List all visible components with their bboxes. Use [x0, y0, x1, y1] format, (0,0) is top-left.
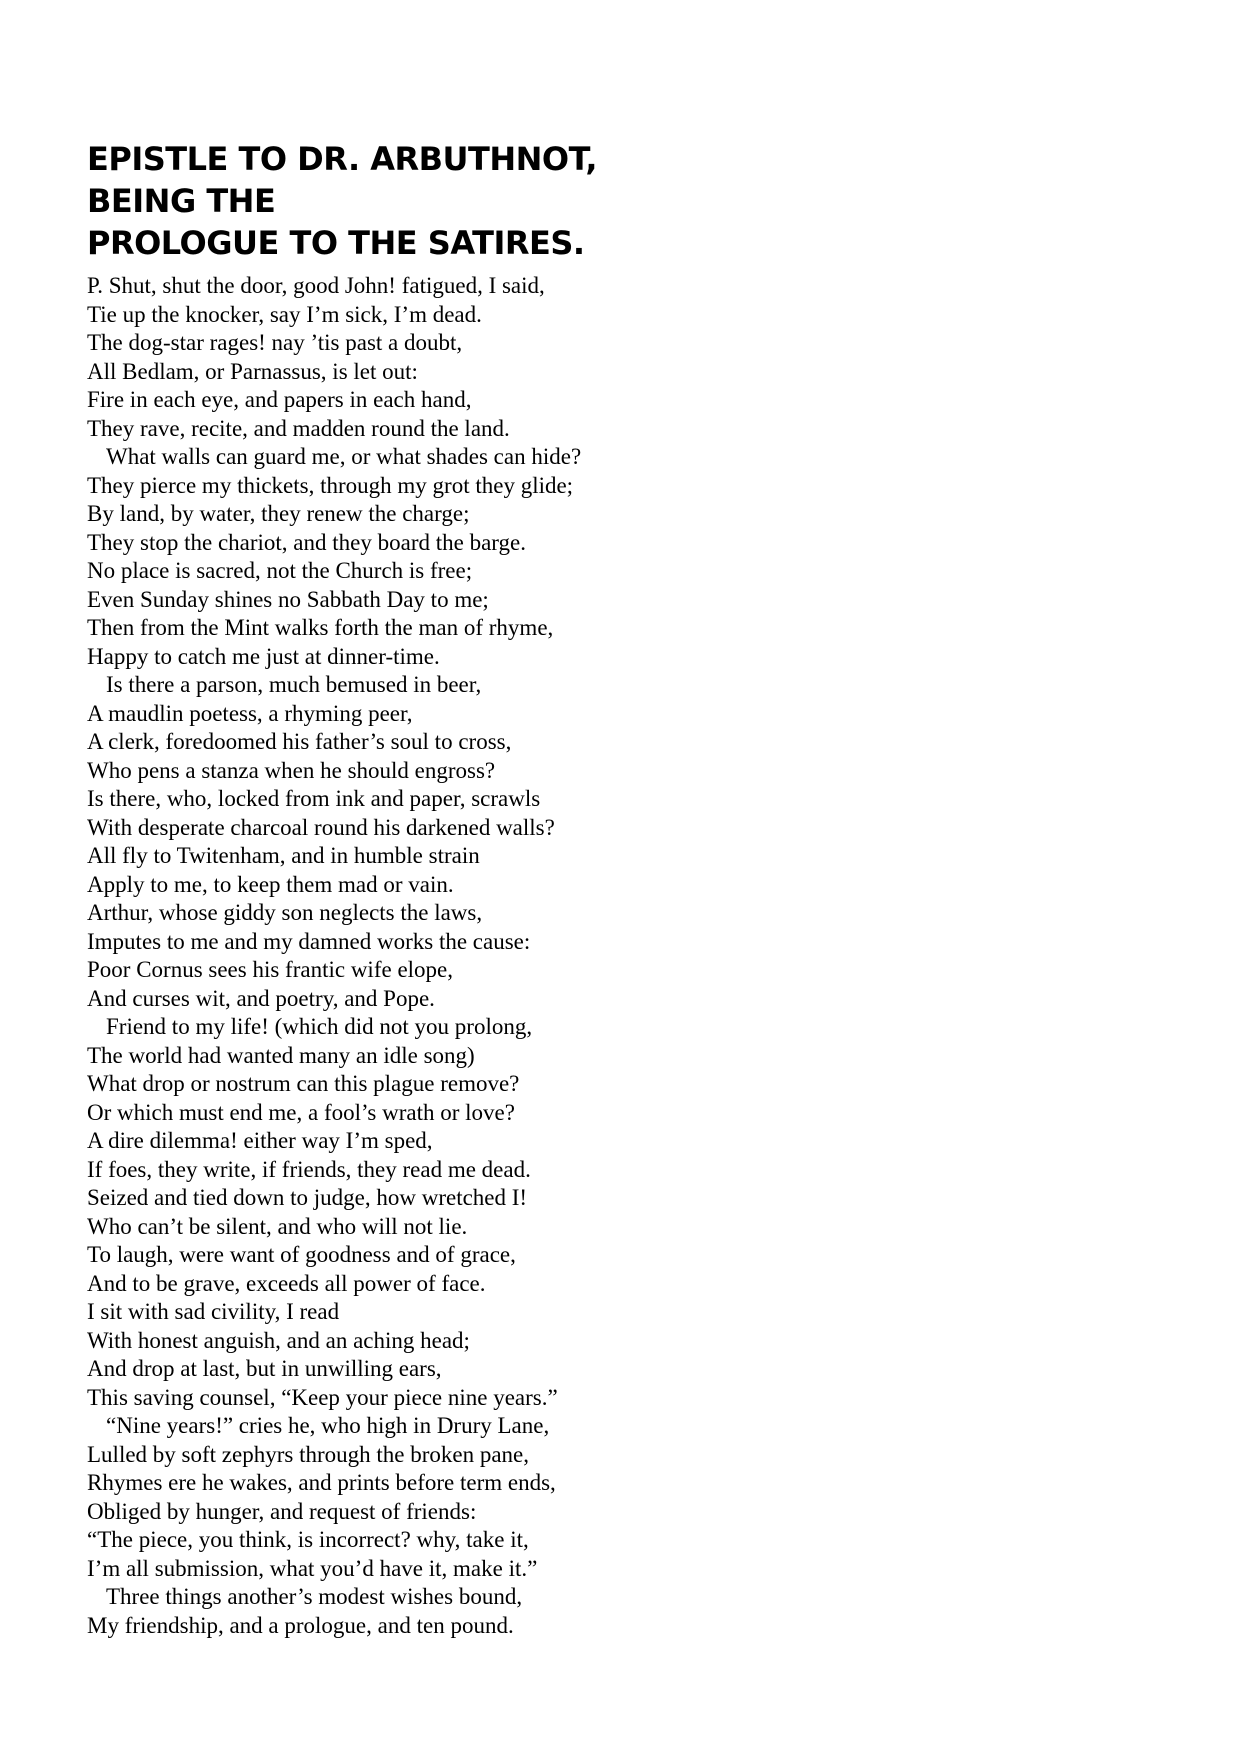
poem-line: All Bedlam, or Parnassus, is let out: — [87, 358, 418, 384]
poem-line: And curses wit, and poetry, and Pope. — [87, 985, 435, 1011]
poem-line: What drop or nostrum can this plague remove? — [87, 1071, 520, 1096]
poem-line: The world had wanted many an idle song) — [87, 1042, 475, 1068]
poem-line: Lulled by soft zephyrs through the broken pane, — [87, 1441, 529, 1467]
poem-line: And drop at last, but in unwilling ears, — [87, 1356, 442, 1381]
poem-line: Or which must end me, a fool’s wrath or love? — [87, 1099, 515, 1125]
poem-line: Apply to me, to keep them mad or vain. — [87, 871, 454, 897]
poem-line: With honest anguish, and an aching head; — [87, 1327, 470, 1353]
poem-line: Friend to my life! (which did not you prolong, — [106, 1014, 533, 1039]
poem-line: Poor Cornus sees his frantic wife elope, — [87, 957, 454, 982]
poem-line: I’m all submission, what you’d have it, make it.” — [87, 1555, 538, 1581]
poem-line: Obliged by hunger, and request of friends: — [87, 1498, 477, 1524]
poem-line: Seized and tied down to judge, how wretched I! — [87, 1185, 528, 1210]
poem-line: To laugh, were want of goodness and of grace, — [87, 1242, 516, 1267]
poem-line: Arthur, whose giddy son neglects the laws, — [87, 900, 483, 925]
poem-line: Is there, who, locked from ink and paper, scrawls — [87, 786, 541, 811]
poem-line: This saving counsel, “Keep your piece nine years.” — [87, 1384, 558, 1410]
poem-line: “Nine years!” cries he, who high in Drury Lane, — [106, 1413, 550, 1438]
title-line: EPISTLE TO DR. ARBUTHNOT, — [87, 140, 598, 178]
poem-line: “The piece, you think, is incorrect? why, take it, — [87, 1527, 529, 1552]
poem-line: All fly to Twitenham, and in humble strain — [87, 843, 480, 868]
poem-line: Tie up the knocker, say I’m sick, I’m dead. — [87, 301, 482, 327]
poem-line: Imputes to me and my damned works the cause: — [87, 928, 531, 954]
poem-line: A clerk, foredoomed his father’s soul to cross, — [87, 729, 512, 754]
poem-line: They rave, recite, and madden round the land. — [87, 415, 510, 441]
poem-line: Who pens a stanza when he should engross? — [87, 757, 496, 783]
poem-line: If foes, they write, if friends, they read me dead. — [87, 1156, 531, 1182]
poem-line: Fire in each eye, and papers in each hand, — [87, 387, 472, 412]
poem-line: Happy to catch me just at dinner-time. — [87, 643, 440, 669]
poem-line: They pierce my thickets, through my grot they glide; — [87, 472, 574, 498]
poem-line: They stop the chariot, and they board the barge. — [87, 529, 526, 555]
document-title — [87, 138, 1187, 264]
poem-line: And to be grave, exceeds all power of face. — [87, 1270, 486, 1296]
poem-line: What walls can guard me, or what shades can hide? — [106, 444, 582, 469]
poem-line: The dog-star rages! nay ’tis past a doubt, — [87, 330, 463, 355]
poem-line: A dire dilemma! either way I’m sped, — [87, 1128, 433, 1153]
poem-line: Who can’t be silent, and who will not lie. — [87, 1213, 468, 1239]
poem-line: P. Shut, shut the door, good John! fatigued, I said, — [87, 273, 545, 298]
poem-line: Is there a parson, much bemused in beer, — [106, 672, 482, 697]
poem-body — [87, 272, 1187, 1640]
poem-line: Even Sunday shines no Sabbath Day to me; — [87, 586, 489, 612]
poem-line: A maudlin poetess, a rhyming peer, — [87, 700, 413, 726]
poem-line: No place is sacred, not the Church is free; — [87, 558, 473, 583]
poem-line: I sit with sad civility, I read — [87, 1299, 340, 1324]
document-page — [87, 138, 1187, 1640]
poem-line: Rhymes ere he wakes, and prints before term ends, — [87, 1470, 556, 1495]
title-line: PROLOGUE TO THE SATIRES. — [87, 224, 585, 262]
poem-line: With desperate charcoal round his darkened walls? — [87, 814, 555, 840]
title-line: BEING THE — [87, 182, 276, 220]
poem-line: By land, by water, they renew the charge; — [87, 501, 470, 526]
poem-line: My friendship, and a prologue, and ten pound. — [87, 1612, 514, 1638]
poem-line: Then from the Mint walks forth the man of rhyme, — [87, 615, 554, 640]
poem-line: Three things another’s modest wishes bound, — [106, 1584, 523, 1609]
